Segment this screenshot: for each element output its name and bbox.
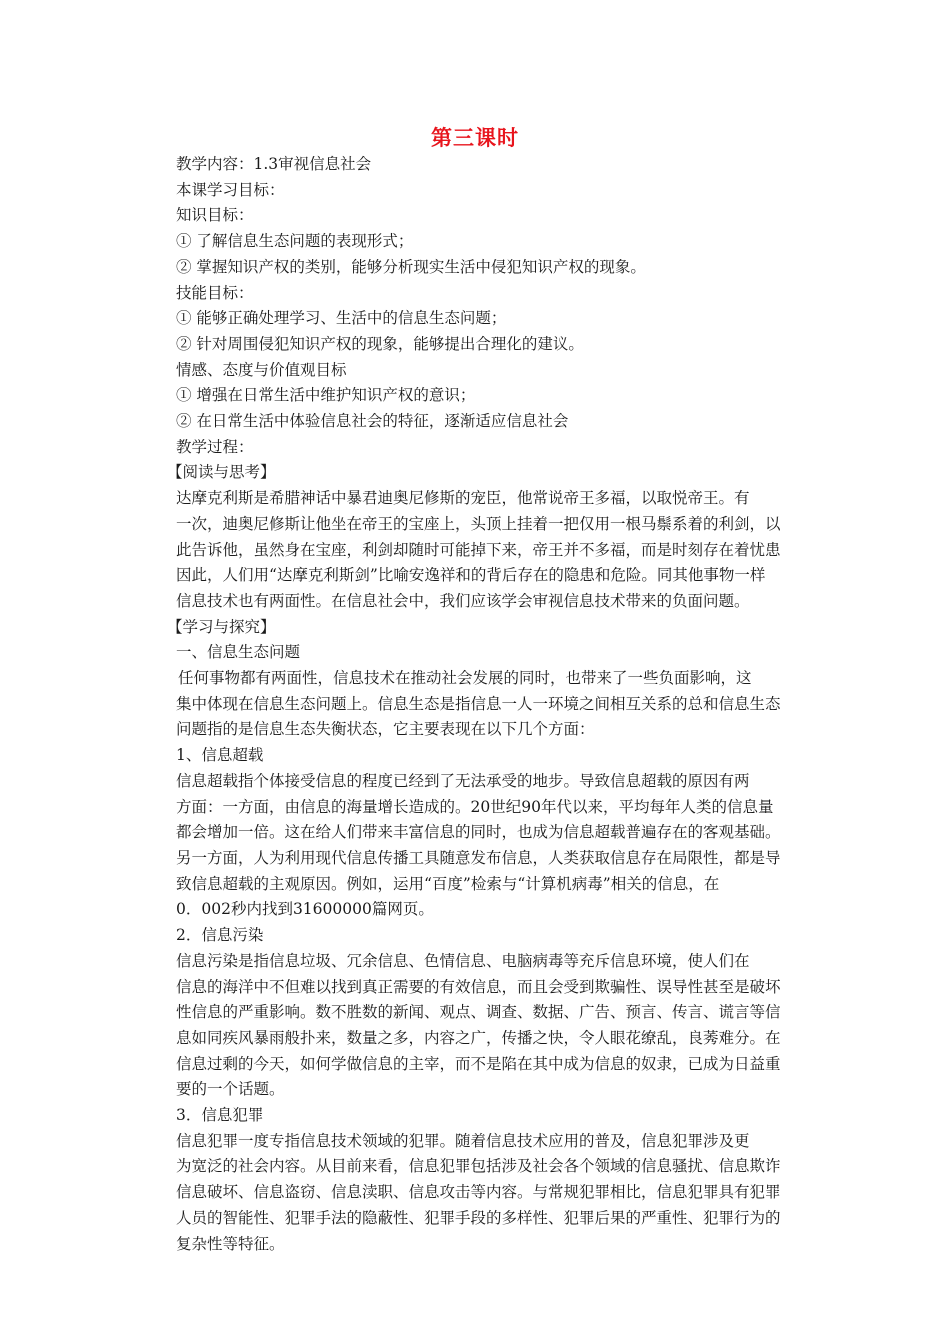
paragraph-line: 性信息的严重影响。数不胜数的新闻、观点、调查、数据、广告、预言、传言、谎言等信 [176,1003,781,1022]
paragraph-line: 息如同疾风暴雨般扑来，数量之多，内容之广，传播之快，令人眼花缭乱，良莠难分。在 [176,1028,781,1047]
paragraph-line: 此告诉他，虽然身在宝座，利剑却随时可能掉下来，帝王并不多福，而是时刻存在着忧患 [176,540,781,559]
document-body [143,152,811,1257]
emotion-item: ① 增强在日常生活中维护知识产权的意识； [176,386,476,405]
read-think-heading: 【阅读与思考】 [167,463,276,482]
paragraph-line: 要的一个话题。 [176,1080,285,1099]
paragraph-line: 信息污染是指信息垃圾、冗余信息、色情信息、电脑病毒等充斥信息环境，使人们在 [176,951,750,970]
paragraph-line: 信息超载指个体接受信息的程度已经到了无法承受的地步。导致信息超载的原因有两 [176,771,750,790]
page-title: 第三课时 [431,126,519,150]
paragraph-line: 另一方面，人为利用现代信息传播工具随意发布信息，人类获取信息存在局限性，都是导 [176,848,781,867]
paragraph-line: 达摩克利斯是希腊神话中暴君迪奥尼修斯的宠臣，他常说帝王多福，以取悦帝王。有 [176,489,750,508]
paragraph-line: 信息过剩的今天，如何学做信息的主宰，而不是陷在其中成为信息的奴隶，已成为日益重 [176,1054,781,1073]
pollution-paragraph [176,949,811,1103]
paragraph-line: 都会增加一倍。这在给人们带来丰富信息的同时，也成为信息超载普遍存在的客观基础。 [176,823,781,842]
paragraph-line: 为宽泛的社会内容。从目前来看，信息犯罪包括涉及社会各个领域的信息骚扰、信息欺诈 [176,1157,781,1176]
emotion-item: ② 在日常生活中体验信息社会的特征，逐渐适应信息社会 [176,412,569,431]
paragraph-line: 一次，迪奥尼修斯让他坐在帝王的宝座上，头顶上挂着一把仅用一根马鬃系着的利剑，以 [176,514,781,533]
paragraph-line: 0．002秒内找到31600000篇网页。 [176,900,434,919]
knowledge-item: ② 掌握知识产权的类别，能够分析现实生活中侵犯知识产权的现象。 [176,257,646,276]
subsection-heading: 1、信息超载 [176,746,264,765]
subsection-heading: 2．信息污染 [176,926,264,945]
explore-heading: 【学习与探究】 [167,617,276,636]
section-heading: 一、信息生态问题 [176,643,301,662]
ecology-paragraph [176,666,811,743]
lesson-content: 教学内容：1.3审视信息社会 [176,155,372,173]
paragraph-line: 信息技术也有两面性。在信息社会中，我们应该学会审视信息技术带来的负面问题。 [176,591,750,610]
skill-item: ② 针对周围侵犯知识产权的现象，能够提出合理化的建议。 [176,334,584,353]
paragraph-line: 信息犯罪一度专指信息技术领域的犯罪。随着信息技术应用的普及，信息犯罪涉及更 [176,1131,750,1150]
paragraph-line: 致信息超载的主观原因。例如，运用“百度”检索与“计算机病毒”相关的信息，在 [176,874,720,893]
subsection-heading: 3．信息犯罪 [176,1106,264,1125]
paragraph-line: 信息的海洋中不但难以找到真正需要的有效信息，而且会受到欺骗性、误导性甚至是破坏 [176,977,781,996]
goals-label: 本课学习目标： [176,180,285,199]
knowledge-item: ① 了解信息生态问题的表现形式； [176,232,414,251]
paragraph-line: 人员的智能性、犯罪手法的隐蔽性、犯罪手段的多样性、犯罪后果的严重性、犯罪行为的 [176,1208,781,1227]
process-label: 教学过程： [176,437,254,456]
emotion-label: 情感、态度与价值观目标 [176,360,347,379]
reading-paragraph [176,486,811,615]
paragraph-line: 任何事物都有两面性，信息技术在推动社会发展的同时，也带来了一些负面影响，这 [178,669,752,688]
paragraph-line: 复杂性等特征。 [176,1234,285,1253]
crime-paragraph [176,1129,811,1258]
skill-label: 技能目标： [176,283,254,302]
skill-item: ① 能够正确处理学习、生活中的信息生态问题； [176,309,507,328]
paragraph-line: 方面：一方面，由信息的海量增长造成的。20世纪90年代以来，平均每年人类的信息量 [176,797,774,816]
knowledge-label: 知识目标： [176,206,254,225]
paragraph-line: 集中体现在信息生态问题上。信息生态是指信息一人一环境之间相互关系的总和信息生态 [176,694,781,713]
paragraph-line: 因此，人们用“达摩克利斯剑”比喻安逸祥和的背后存在的隐患和危险。同其他事物一样 [176,566,766,585]
paragraph-line: 信息破坏、信息盗窃、信息渎职、信息攻击等内容。与常规犯罪相比，信息犯罪具有犯罪 [176,1183,781,1202]
paragraph-line: 问题指的是信息生态失衡状态，它主要表现在以下几个方面： [176,720,595,739]
overload-paragraph [176,769,811,923]
